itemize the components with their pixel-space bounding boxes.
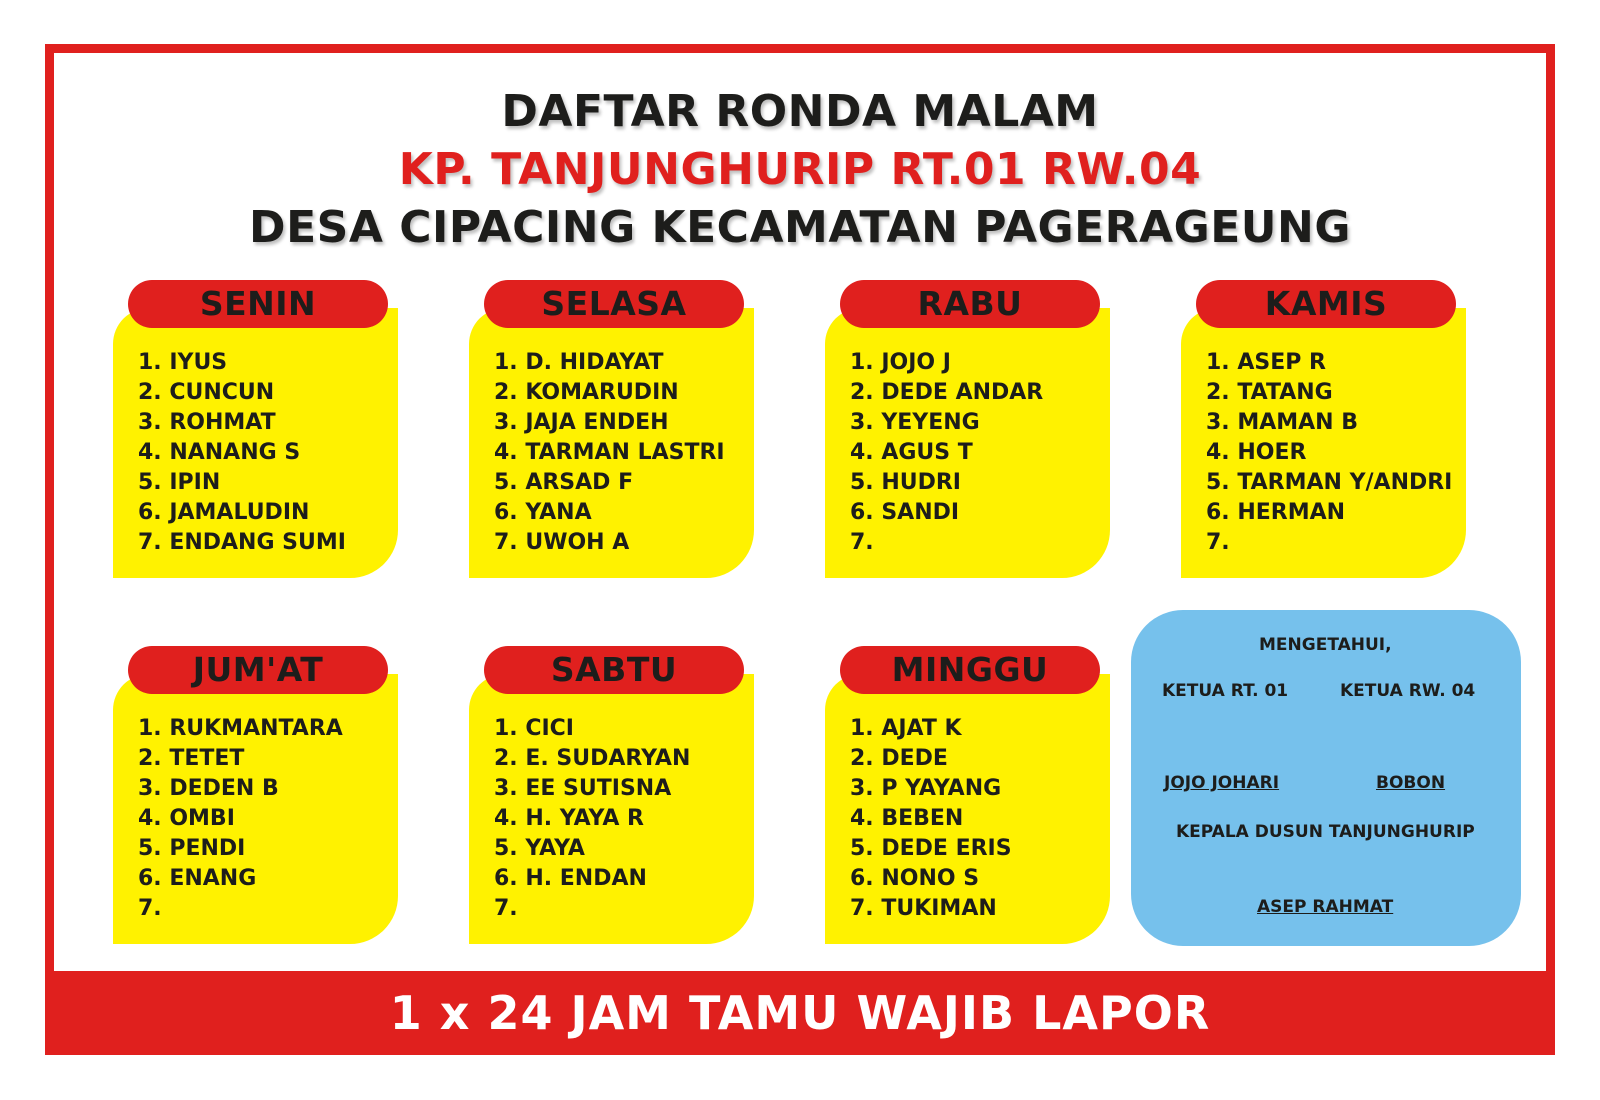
dusun-name: ASEP RAHMAT [1257, 897, 1394, 917]
member-item: 2. KOMARUDIN [494, 380, 679, 405]
member-item: 6. HERMAN [1206, 500, 1346, 525]
member-item: 3. ROHMAT [138, 410, 276, 435]
member-item: 7. [850, 530, 874, 555]
day-card [113, 646, 398, 944]
member-item: 5. YAYA [494, 836, 585, 861]
member-item: 6. YANA [494, 500, 592, 525]
member-item: 2. TATANG [1206, 380, 1333, 405]
member-list [138, 348, 346, 558]
title-line-3: DESA CIPACING KECAMATAN PAGERAGEUNG [249, 202, 1351, 253]
day-card [825, 646, 1110, 944]
member-item: 4. AGUS T [850, 440, 973, 465]
member-list [494, 714, 690, 924]
member-item: 2. TETET [138, 746, 245, 771]
rt-name: JOJO JOHARI [1164, 773, 1280, 793]
day-title: SABTU [484, 646, 744, 694]
member-item: 1. ASEP R [1206, 350, 1326, 375]
member-item: 7. [138, 896, 162, 921]
member-item: 2. DEDE [850, 746, 948, 771]
member-item: 2. E. SUDARYAN [494, 746, 691, 771]
member-item: 1. AJAT K [850, 716, 962, 741]
member-item: 1. CICI [494, 716, 574, 741]
member-item: 1. IYUS [138, 350, 228, 375]
title-line-2: KP. TANJUNGHURIP RT.01 RW.04 [398, 144, 1202, 195]
day-card [469, 646, 754, 944]
member-item: 4. TARMAN LASTRI [494, 440, 725, 465]
member-item: 6. ENANG [138, 866, 257, 891]
member-item: 5. TARMAN Y/ANDRI [1206, 470, 1453, 495]
dusun-label: KEPALA DUSUN TANJUNGHURIP [1176, 822, 1475, 842]
day-card [113, 280, 398, 578]
member-item: 7. ENDANG SUMI [138, 530, 346, 555]
member-item: 4. HOER [1206, 440, 1307, 465]
member-item: 5. ARSAD F [494, 470, 634, 495]
day-title: SELASA [484, 280, 744, 328]
member-list [494, 348, 725, 558]
member-item: 7. TUKIMAN [850, 896, 997, 921]
member-item: 2. CUNCUN [138, 380, 275, 405]
member-item: 2. DEDE ANDAR [850, 380, 1044, 405]
member-item: 3. EE SUTISNA [494, 776, 672, 801]
member-item: 6. SANDI [850, 500, 960, 525]
rw-label: KETUA RW. 04 [1340, 681, 1476, 701]
footer-banner: 1 x 24 JAM TAMU WAJIB LAPOR [45, 971, 1555, 1055]
day-card [825, 280, 1110, 578]
day-title: SENIN [128, 280, 388, 328]
day-title: MINGGU [840, 646, 1100, 694]
member-item: 4. H. YAYA R [494, 806, 644, 831]
member-item: 5. HUDRI [850, 470, 961, 495]
day-title: KAMIS [1196, 280, 1456, 328]
member-item: 4. BEBEN [850, 806, 964, 831]
member-item: 5. DEDE ERIS [850, 836, 1012, 861]
member-item: 5. IPIN [138, 470, 221, 495]
member-item: 4. NANANG S [138, 440, 301, 465]
member-item: 3. DEDEN B [138, 776, 279, 801]
rw-name: BOBON [1376, 773, 1446, 793]
day-card [1181, 280, 1466, 578]
member-list [138, 714, 343, 924]
member-item: 6. H. ENDAN [494, 866, 647, 891]
member-item: 6. JAMALUDIN [138, 500, 310, 525]
member-item: 3. MAMAN B [1206, 410, 1359, 435]
member-item: 3. JAJA ENDEH [494, 410, 669, 435]
member-list [1206, 348, 1452, 558]
member-item: 6. NONO S [850, 866, 980, 891]
member-item: 1. D. HIDAYAT [494, 350, 664, 375]
day-title: JUM'AT [128, 646, 388, 694]
member-item: 7. [494, 896, 518, 921]
member-item: 1. RUKMANTARA [138, 716, 343, 741]
approval-box [1131, 610, 1521, 946]
member-item: 7. [1206, 530, 1230, 555]
member-item: 5. PENDI [138, 836, 246, 861]
rt-label: KETUA RT. 01 [1162, 681, 1289, 701]
member-list [850, 714, 1012, 924]
member-item: 3. P YAYANG [850, 776, 1002, 801]
day-title: RABU [840, 280, 1100, 328]
day-card [469, 280, 754, 578]
approval-title: MENGETAHUI, [1259, 635, 1392, 655]
title-line-1: DAFTAR RONDA MALAM [501, 86, 1099, 137]
member-list [850, 348, 1043, 558]
member-item: 3. YEYENG [850, 410, 980, 435]
member-item: 4. OMBI [138, 806, 235, 831]
member-item: 1. JOJO J [850, 350, 951, 375]
member-item: 7. UWOH A [494, 530, 630, 555]
